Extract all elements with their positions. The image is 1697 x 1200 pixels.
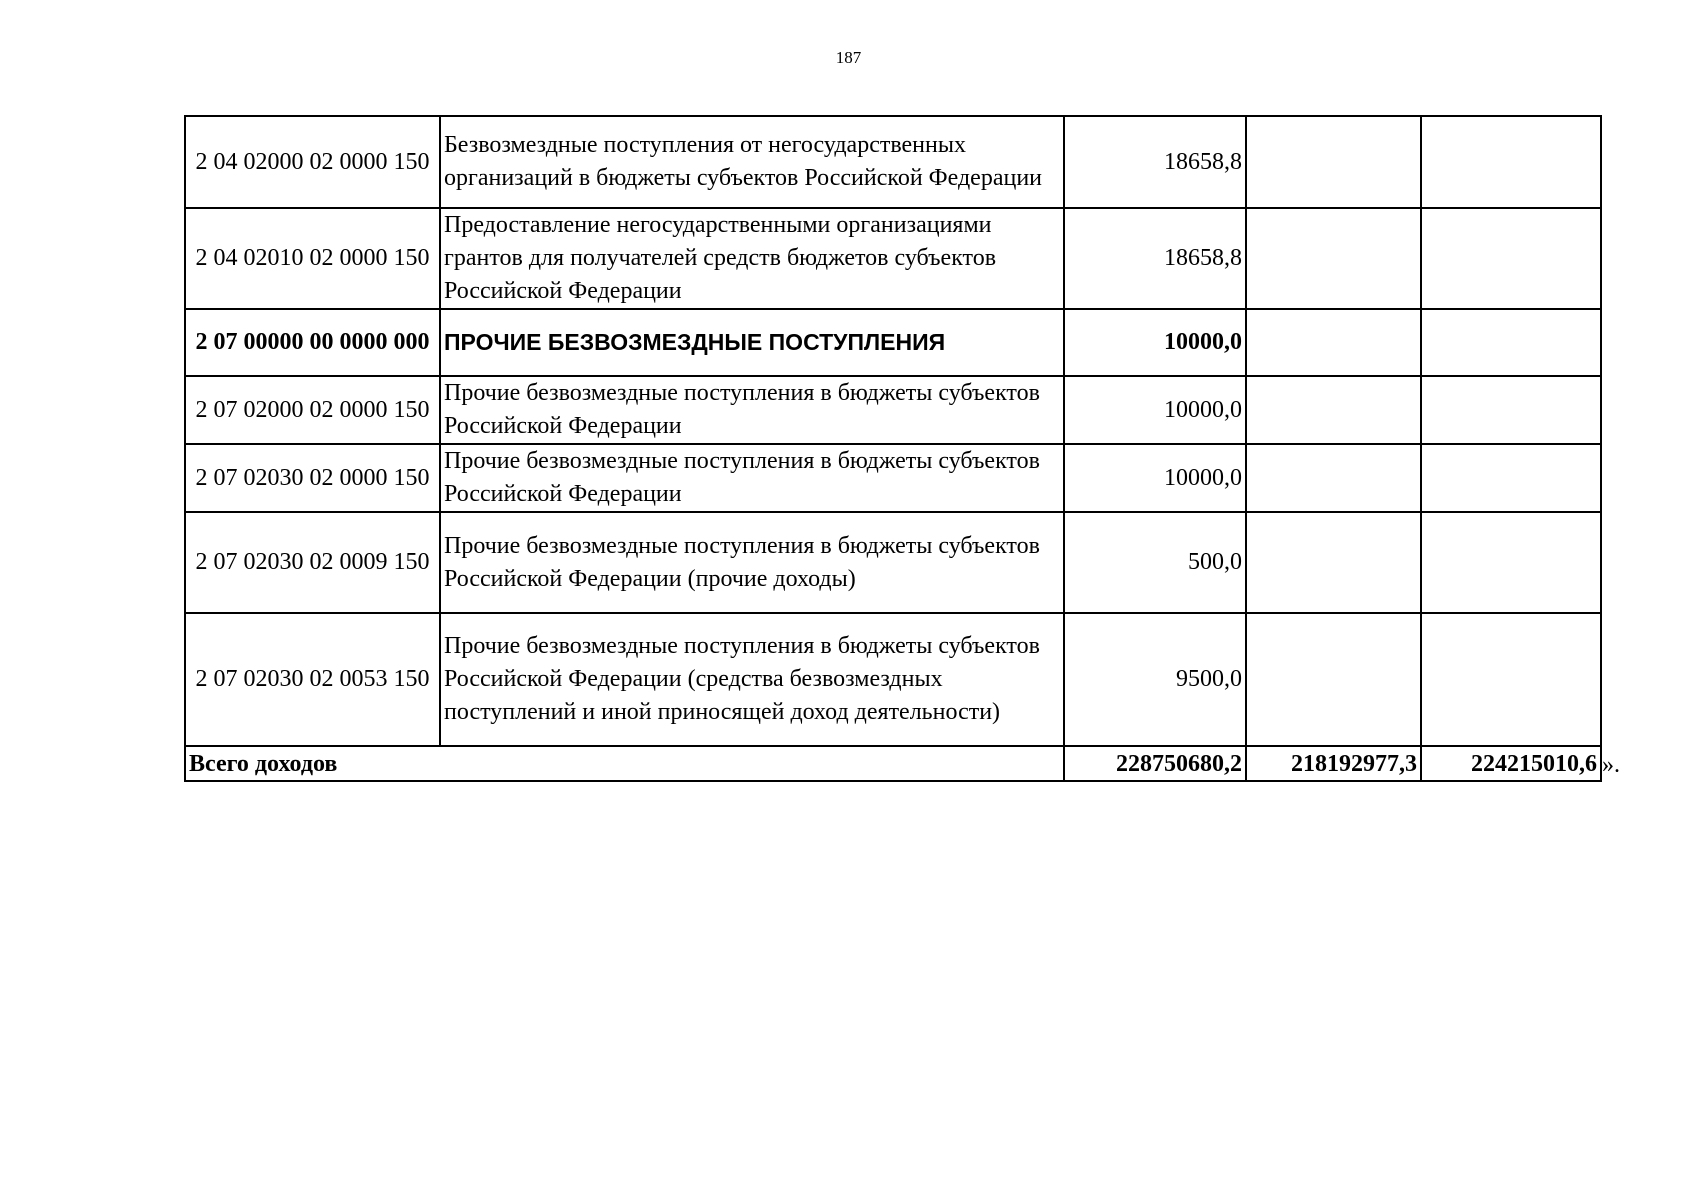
amount-cell-2: [1246, 512, 1421, 613]
amount-cell-3: [1421, 512, 1601, 613]
total-amount-3: 224215010,6: [1421, 746, 1601, 781]
revenue-table: [184, 115, 1602, 782]
total-row: [185, 746, 1601, 781]
budget-code-cell: 2 04 02010 02 0000 150: [185, 208, 440, 309]
revenue-name-cell: Прочие безвозмездные поступления в бюджеты субъектов Российской Федерации (средства безвозмездных поступлений и иной приносящей доход деятельности): [440, 613, 1064, 746]
table-row: [185, 444, 1601, 512]
budget-code-cell: 2 07 00000 00 0000 000: [185, 309, 440, 376]
amount-cell-1: 10000,0: [1064, 309, 1246, 376]
amount-cell-2: [1246, 444, 1421, 512]
revenue-name-cell: ПРОЧИЕ БЕЗВОЗМЕЗДНЫЕ ПОСТУПЛЕНИЯ: [440, 309, 1064, 376]
amount-cell-3: [1421, 444, 1601, 512]
table-row: [185, 208, 1601, 309]
amount-cell-3: [1421, 376, 1601, 444]
revenue-name-cell: Безвозмездные поступления от негосударственных организаций в бюджеты субъектов Российской Федерации: [440, 116, 1064, 208]
table-row: [185, 376, 1601, 444]
revenue-name-cell: Прочие безвозмездные поступления в бюджеты субъектов Российской Федерации: [440, 376, 1064, 444]
amount-cell-1: 500,0: [1064, 512, 1246, 613]
amount-cell-2: [1246, 376, 1421, 444]
revenue-name-cell: Прочие безвозмездные поступления в бюджеты субъектов Российской Федерации: [440, 444, 1064, 512]
budget-code-cell: 2 07 02030 02 0009 150: [185, 512, 440, 613]
amount-cell-1: 18658,8: [1064, 208, 1246, 309]
amount-cell-3: [1421, 208, 1601, 309]
revenue-table-container: [184, 115, 1600, 782]
revenue-name-cell: Предоставление негосударственными организациями грантов для получателей средств бюджетов субъектов Российской Федерации: [440, 208, 1064, 309]
table-row-section-heading: [185, 309, 1601, 376]
amount-cell-1: 10000,0: [1064, 444, 1246, 512]
budget-code-cell: 2 04 02000 02 0000 150: [185, 116, 440, 208]
amount-cell-1: 10000,0: [1064, 376, 1246, 444]
amount-cell-3: [1421, 309, 1601, 376]
table-row: [185, 512, 1601, 613]
table-row: [185, 116, 1601, 208]
table-row: [185, 613, 1601, 746]
revenue-name-cell: Прочие безвозмездные поступления в бюджеты субъектов Российской Федерации (прочие доходы): [440, 512, 1064, 613]
amount-cell-2: [1246, 208, 1421, 309]
amount-cell-3: [1421, 613, 1601, 746]
page-number: 187: [835, 48, 862, 67]
total-amount-2: 218192977,3: [1246, 746, 1421, 781]
amount-cell-3: [1421, 116, 1601, 208]
total-amount-1: 228750680,2: [1064, 746, 1246, 781]
amount-cell-1: 9500,0: [1064, 613, 1246, 746]
total-label: Всего доходов: [185, 746, 1064, 781]
budget-code-cell: 2 07 02030 02 0053 150: [185, 613, 440, 746]
closing-quote-mark: ».: [1602, 752, 1620, 778]
budget-code-cell: 2 07 02000 02 0000 150: [185, 376, 440, 444]
amount-cell-2: [1246, 613, 1421, 746]
amount-cell-2: [1246, 309, 1421, 376]
amount-cell-1: 18658,8: [1064, 116, 1246, 208]
budget-code-cell: 2 07 02030 02 0000 150: [185, 444, 440, 512]
amount-cell-2: [1246, 116, 1421, 208]
